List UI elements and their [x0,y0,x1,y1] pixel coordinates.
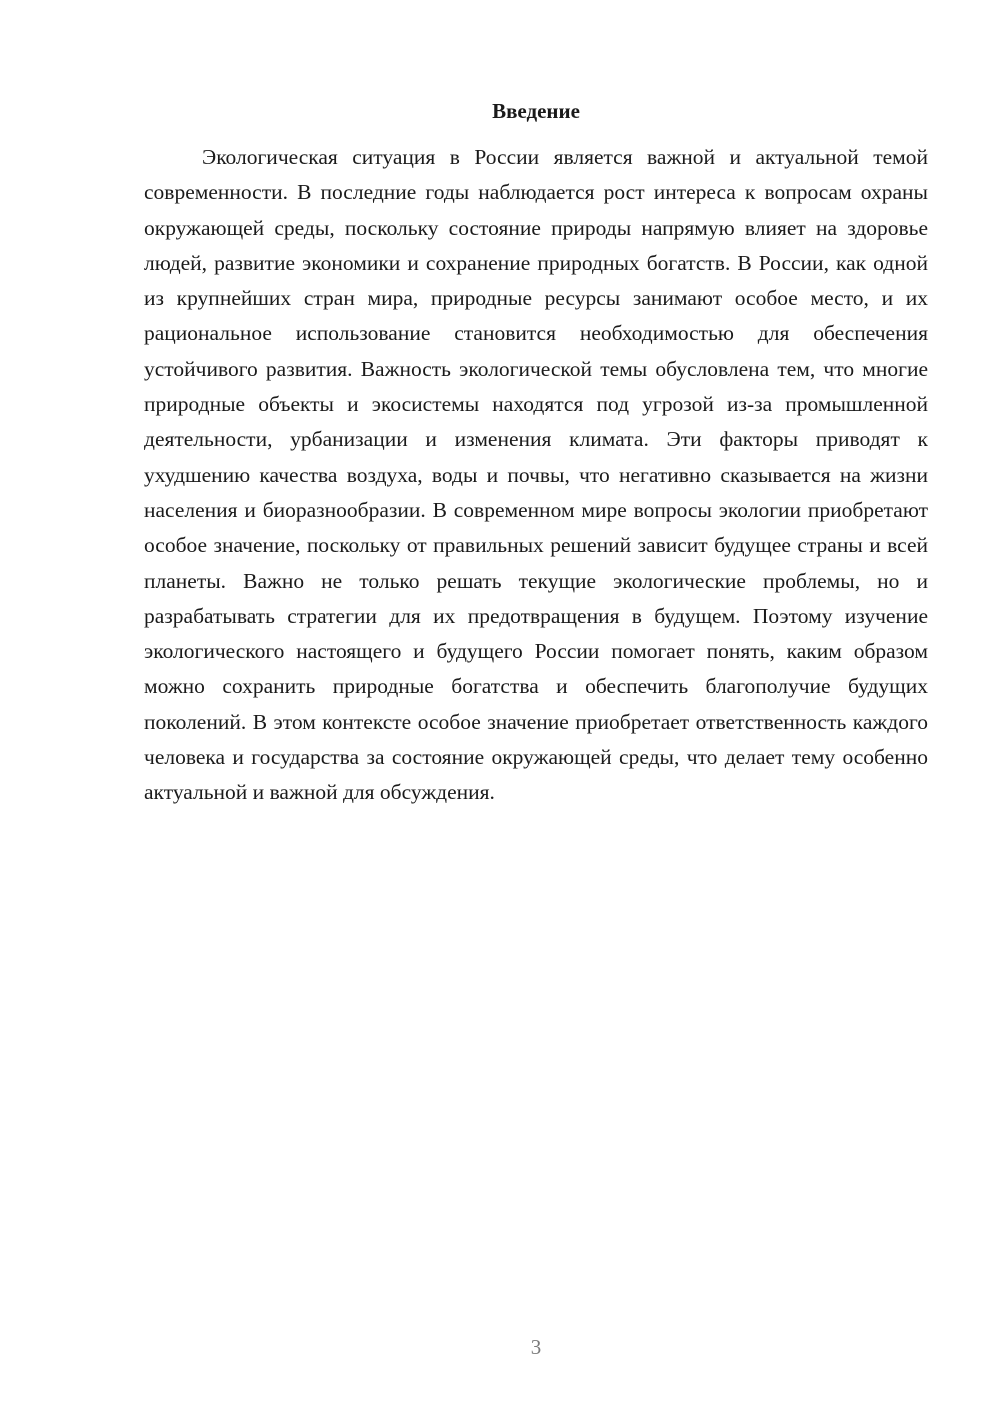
body-paragraph: Экологическая ситуация в России является важной и актуальной темой современности. В последние годы наблюдается рост интереса к вопросам охраны окружающей среды, поскольку состояние природы напрямую влияет на здоровье людей, развитие экономики и сохранение природных богатств. В России, как одной из крупнейших стран мира, природные ресурсы занимают особое место, и их рациональное использование становится необходимостью для обеспечения устойчивого развития. Важность экологической темы обусловлена тем, что многие природные объекты и экосистемы находятся под угрозой из-за промышленной деятельности, урбанизации и изменения климата. Эти факторы приводят к ухудшению качества воздуха, воды и почвы, что негативно сказывается на жизни населения и биоразнообразии. В современном мире вопросы экологии приобретают особое значение, поскольку от правильных решений зависит будущее страны и всей планеты. Важно не только решать текущие экологические проблемы, но и разрабатывать стратегии для их предотвращения в будущем. Поэтому изучение экологического настоящего и будущего России помогает понять, каким образом можно сохранить природные богатства и обеспечить благополучие будущих поколений. В этом контексте особое значение приобретает ответственность каждого человека и государства за состояние окружающей среды, что делает тему особенно актуальной и важной для обсуждения. [144,145,928,805]
section-heading: Введение [492,99,580,123]
page-number: 3 [530,1335,542,1359]
